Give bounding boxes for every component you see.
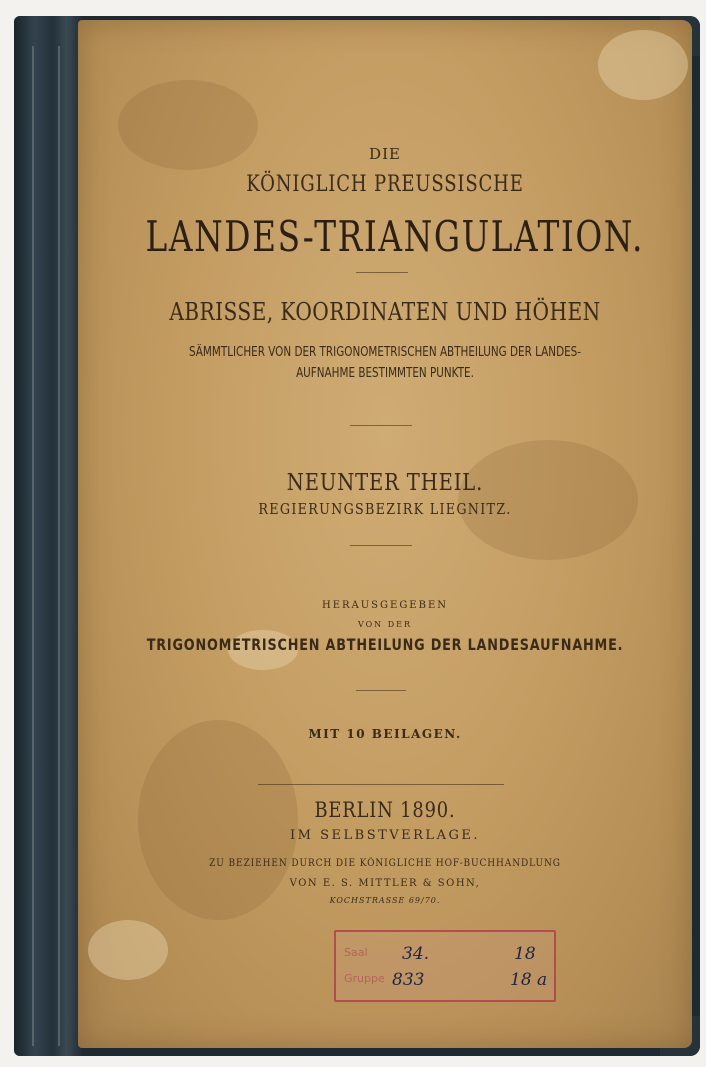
- cover-von-der: VON DER: [357, 620, 412, 629]
- cover-description-line1: SÄMMTLICHER VON DER TRIGONOMETRISCHEN ABTHEILUNG DER LANDES-: [188, 345, 582, 360]
- spine-line: [32, 46, 34, 1046]
- cover-title: LANDES-TRIANGULATION.: [145, 212, 644, 261]
- divider-rule: [356, 690, 406, 691]
- stamp-handwritten-value: 18: [514, 944, 536, 964]
- stamp-label-gruppe: Gruppe: [344, 972, 385, 985]
- stamp-handwritten-value: 18 a: [510, 970, 548, 990]
- divider-rule: [350, 545, 412, 546]
- cover-herausgegeben: HERAUSGEGEBEN: [321, 600, 449, 611]
- cover-self-published: IM SELBSTVERLAGE.: [290, 828, 480, 843]
- cover-distribution-line1: ZU BEZIEHEN DURCH DIE KÖNIGLICHE HOF-BUCHHANDLUNG: [209, 858, 561, 869]
- cover-distribution-line3: KOCHSTRASSE 69/70.: [329, 896, 441, 905]
- cover-publisher: TRIGONOMETRISCHEN ABTHEILUNG DER LANDESAUFNAHME.: [146, 635, 624, 654]
- divider-rule: [356, 272, 408, 273]
- book-spine: [14, 16, 84, 1056]
- cover-part: NEUNTER THEIL.: [286, 470, 484, 496]
- cover-description-line2: AUFNAHME BESTIMMTEN PUNKTE.: [296, 366, 474, 381]
- divider-rule: [350, 425, 412, 426]
- worn-patch: [598, 30, 688, 100]
- cover-region: REGIERUNGSBEZIRK LIEGNITZ.: [258, 500, 512, 518]
- cover-distribution-line2: VON E. S. MITTLER & SOHN,: [289, 878, 481, 889]
- stamp-handwritten-value: 34.: [402, 944, 430, 964]
- stamp-handwritten-value: 833: [392, 970, 425, 990]
- cover-supplements: MIT 10 BEILAGEN.: [308, 727, 462, 741]
- library-stamp: [334, 930, 556, 1002]
- cover-line-koeniglich: KÖNIGLICH PREUSSISCHE: [246, 172, 524, 197]
- worn-patch: [88, 920, 168, 980]
- spine-line: [58, 46, 60, 1046]
- stamp-label-saal: Saal: [344, 946, 368, 959]
- cover-line-die: DIE: [369, 145, 401, 163]
- cover-place-year: BERLIN 1890.: [314, 798, 456, 822]
- divider-rule: [258, 784, 504, 785]
- book-cover: [78, 20, 692, 1048]
- cover-subtitle: ABRISSE, KOORDINATEN UND HÖHEN: [169, 298, 601, 326]
